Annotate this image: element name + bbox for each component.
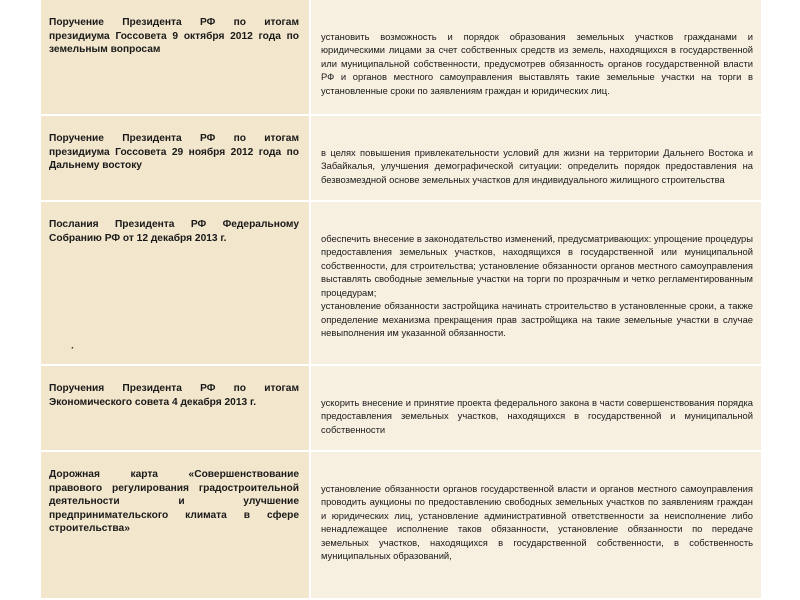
table-row-4-source: [41, 366, 311, 452]
table-row-2-action: [311, 116, 761, 202]
table-row-5-source: [41, 452, 311, 600]
source-text: Послания Президента РФ Федеральному Собранию РФ от 12 декабря 2013 г.: [49, 219, 299, 244]
table-row-5-action: [311, 452, 761, 600]
source-text: Поручение Президента РФ по итогам президиума Госсовета 29 ноября 2012 года по Дальнему востоку: [49, 133, 299, 171]
action-text: ускорить внесение и принятие проекта федерального закона в части совершенствования порядка предоставления земельных участков, находящихся в государственной и муниципальной собственности: [321, 396, 753, 435]
action-text: обеспечить внесение в законодательство изменений, предусматривающих: упрощение процедуры предоставления земельных участков, находящихся в государственной или муниципальной собственности, для строительства; установление обязанности органов местного самоуправления выставлять свободные земельные участки на торги по прозрачным и четко регламентированным процедурам; установление обязанности застройщика начинать строительство в установленные сроки, а также определение механизма прекращения прав застройщика на такие земельные участки в случае невыполнения им указанной обязанности.: [321, 232, 753, 338]
action-text: установление обязанности органов государственной власти и органов местного самоуправления проводить аукционы по предоставлению свободных земельных участков по заявлениям граждан и юридических лиц, установление административной ответственности за неисполнение либо ненадлежащее исполнение таков обязанности, установление обязанности по передаче земельных участков, находящихся в государственной собственности, в собственность муниципальных образований,: [321, 482, 753, 561]
table-row-3-action: [311, 202, 761, 366]
table-row-2-source: [41, 116, 311, 202]
action-text: в целях повышения привлекательности условий для жизни на территории Дальнего Востока и Забайкалья, улучшения демографической ситуации: определить порядок предоставления на безвозмездной основе земельных участков для индивидуального жилищного строительства: [321, 146, 753, 185]
directives-table: [41, 0, 761, 600]
table-row-4-action: [311, 366, 761, 452]
table-row-3-source: [41, 202, 311, 366]
source-text: Дорожная карта «Совершенствование правового регулирования градостроительной деятельности и улучшение предпринимательского климата в сфере строительства»: [49, 469, 299, 534]
bullet-marker: ·: [71, 343, 75, 354]
source-text: Поручение Президента РФ по итогам президиума Госсовета 9 октября 2012 года по земельным вопросам: [49, 17, 299, 55]
action-text: установить возможность и порядок образования земельных участков гражданами и юридическими лицами за счет собственных средств из земель, находящихся в государственной или муниципальной собственности, предусмотрев обязанность органов государственной власти РФ и органов местного самоуправления выставлять такие земельные участки на торги в установленные сроки по заявлениям граждан и юридических лиц.: [321, 30, 753, 96]
table-row-1-source: [41, 0, 311, 116]
table-row-1-action: [311, 0, 761, 116]
source-text: Поручения Президента РФ по итогам Экономического совета 4 декабря 2013 г.: [49, 383, 299, 408]
